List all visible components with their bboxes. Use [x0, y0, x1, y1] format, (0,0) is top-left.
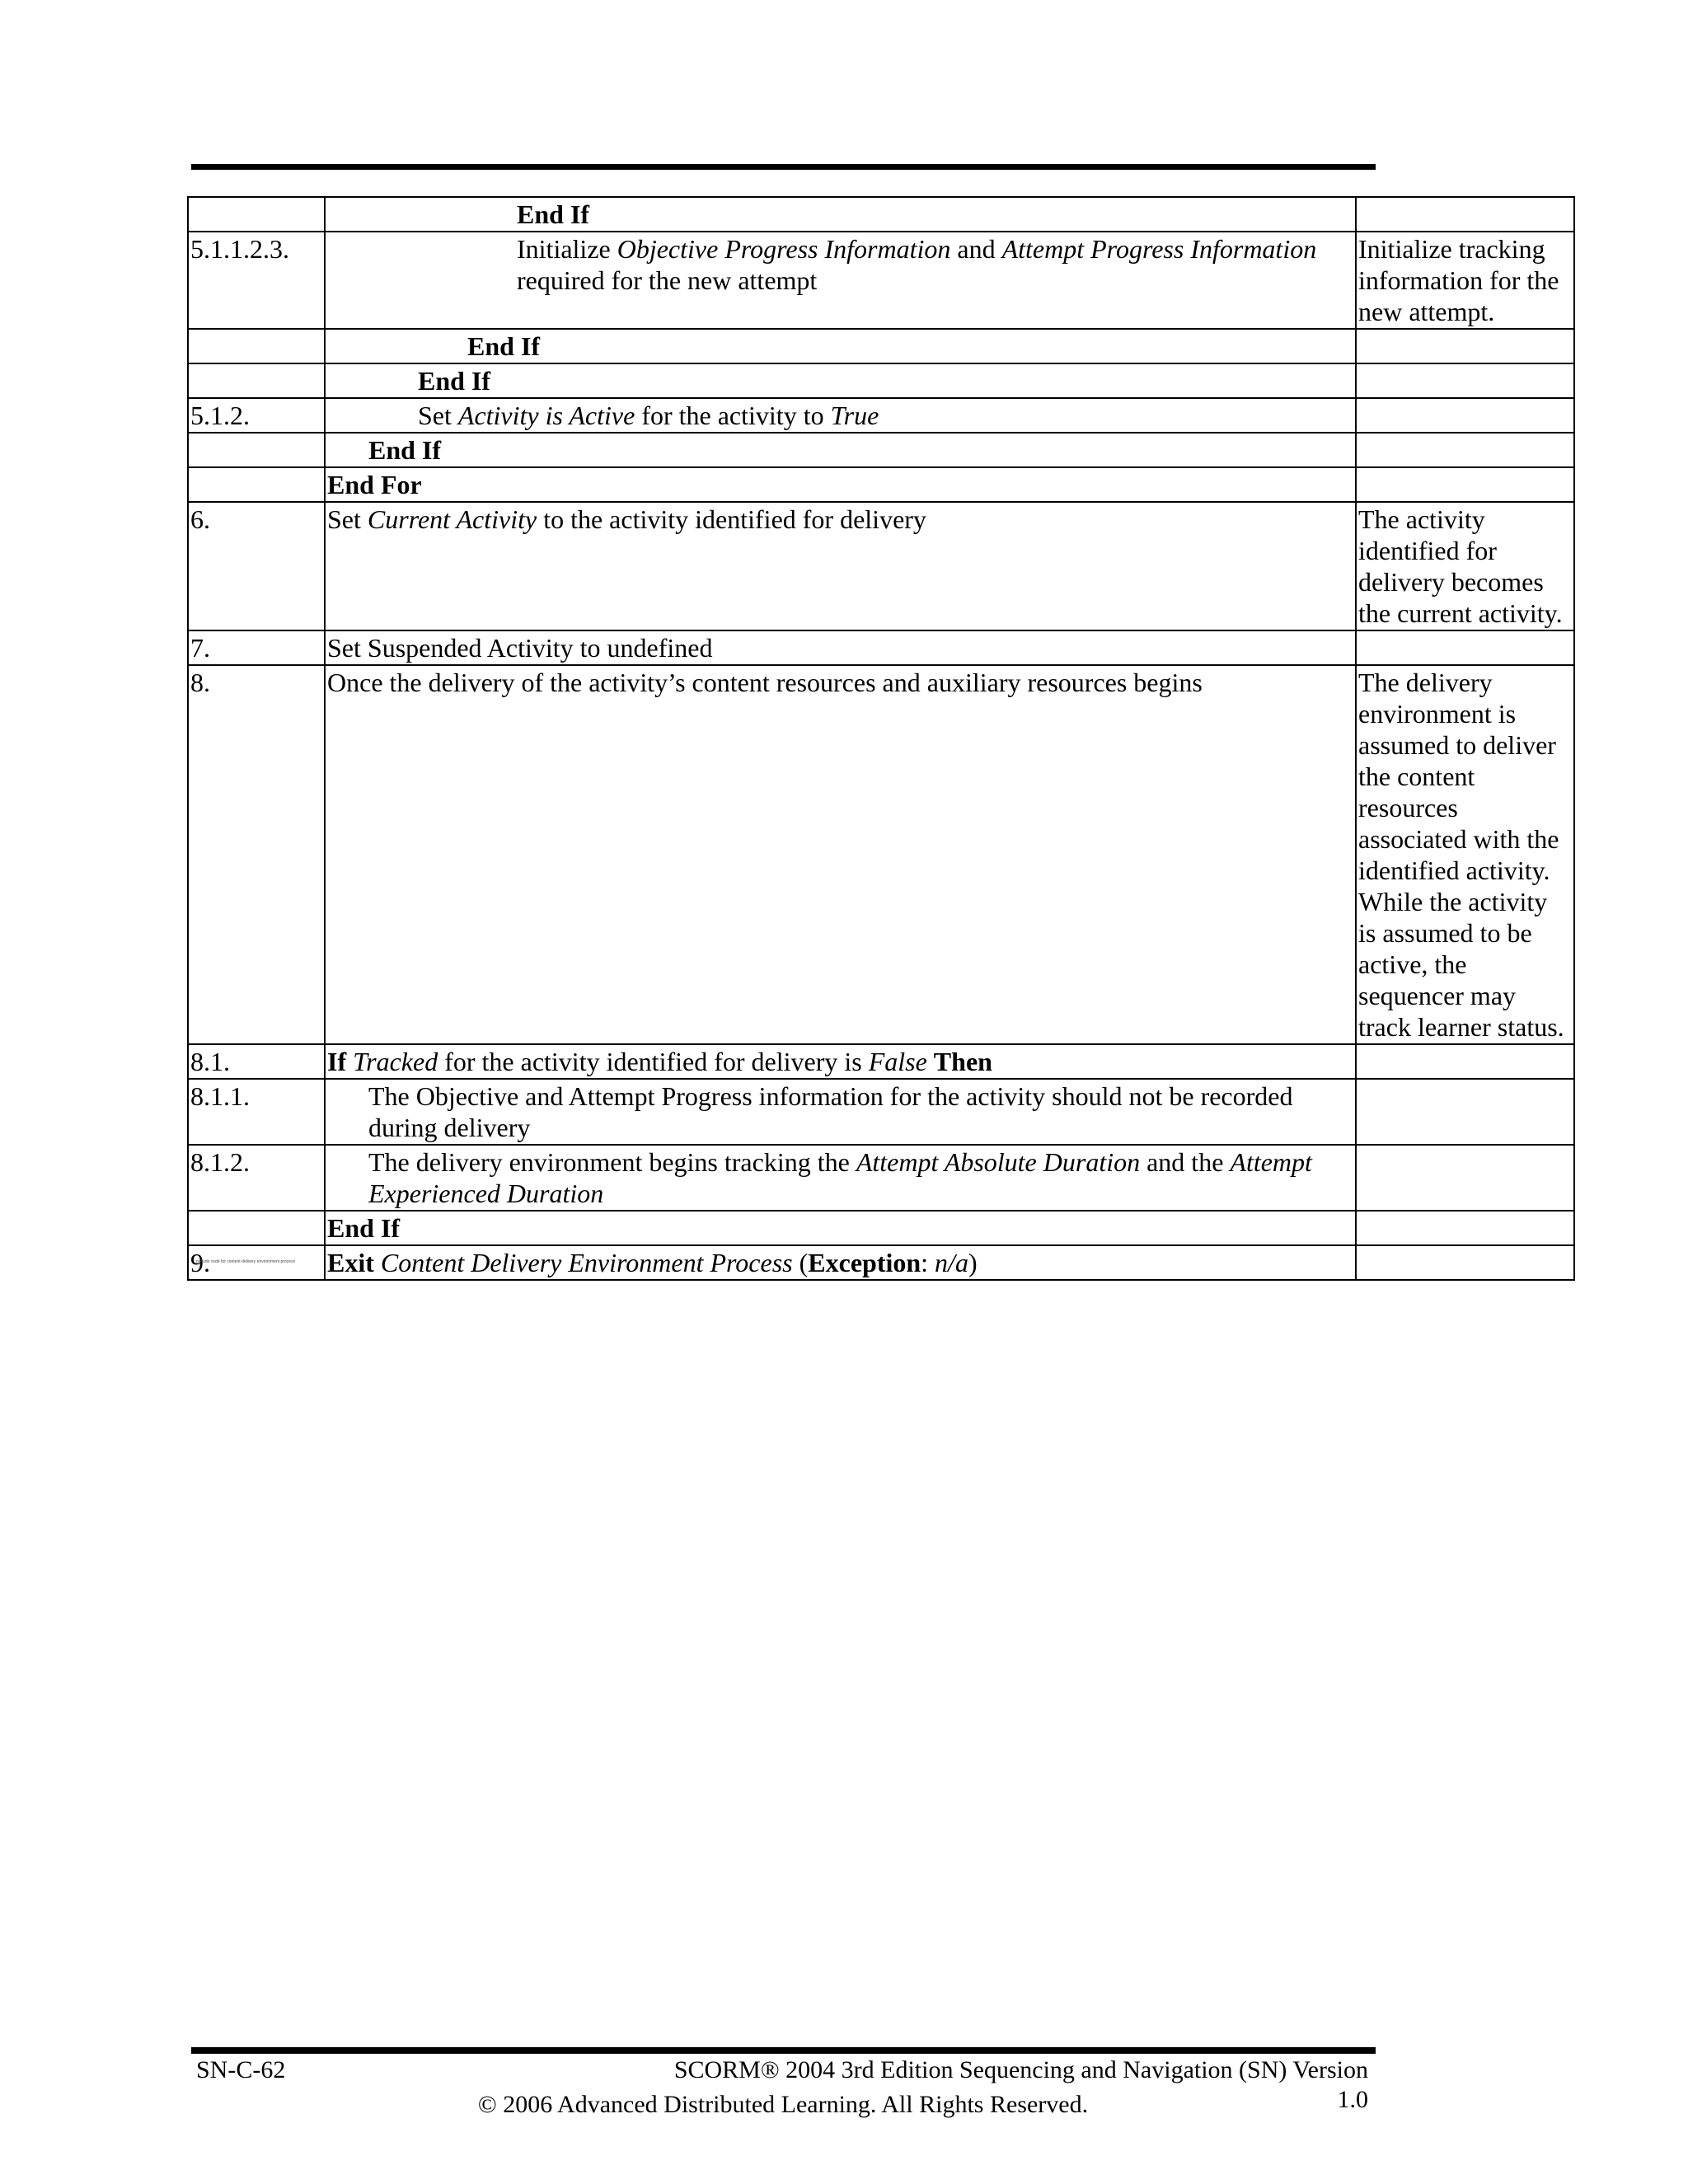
table-caption: pseudo code for content delivery environment process — [196, 1259, 296, 1264]
step-text-segment — [346, 1047, 353, 1076]
table-row — [188, 467, 1574, 502]
step-text-segment: required for the new attempt — [517, 265, 818, 295]
step-text — [325, 502, 1356, 630]
step-number: 6. — [188, 502, 325, 630]
step-comment — [1356, 1211, 1574, 1245]
table-row — [188, 398, 1574, 433]
step-text-segment: to the activity identified for delivery — [537, 504, 926, 534]
step-text — [325, 363, 1356, 398]
table-row — [188, 502, 1574, 630]
step-comment — [1356, 467, 1574, 502]
step-number: 5.1.1.2.3. — [188, 232, 325, 329]
step-text-segment: Exit — [327, 1248, 374, 1277]
step-text — [325, 1245, 1356, 1280]
step-number: 8.1.1. — [188, 1079, 325, 1145]
table-row — [188, 630, 1574, 665]
step-comment — [1356, 398, 1574, 433]
table-row — [188, 1079, 1574, 1145]
step-text-segment — [374, 1248, 381, 1277]
table-row — [188, 197, 1574, 232]
step-comment — [1356, 363, 1574, 398]
step-comment: Initialize tracking information for the new attempt. — [1356, 232, 1574, 329]
table-row — [188, 1044, 1574, 1079]
step-text-segment: and the — [1140, 1147, 1231, 1177]
step-text — [325, 232, 1356, 329]
step-number: 9. — [188, 1245, 325, 1280]
table-row — [188, 363, 1574, 398]
step-text-segment: for the activity identified for delivery is — [438, 1047, 869, 1076]
step-text — [325, 1044, 1356, 1079]
step-text-segment: Initialize — [517, 234, 617, 264]
step-text-segment: Tracked — [353, 1047, 438, 1076]
step-text-segment: End For — [327, 470, 422, 499]
step-text — [325, 1211, 1356, 1245]
step-text-segment: for the activity to — [635, 401, 831, 430]
table-row — [188, 1245, 1574, 1280]
table-row — [188, 1145, 1574, 1211]
step-comment — [1356, 1044, 1574, 1079]
step-text-segment: Then — [933, 1047, 992, 1076]
step-number — [188, 329, 325, 363]
step-text-segment: Attempt Absolute Duration — [856, 1147, 1141, 1177]
step-comment: The delivery environment is assumed to deliver the content resources associated with the identified activity. While the activity is assumed to be active, the sequencer may track learner status. — [1356, 665, 1574, 1044]
step-text-segment: End If — [517, 199, 590, 229]
step-number: 8.1.2. — [188, 1145, 325, 1211]
step-text-segment: Exception — [808, 1248, 921, 1277]
step-text-segment: False — [868, 1047, 927, 1076]
step-text-segment: The Objective and Attempt Progress information for the activity should not be recorded during delivery — [368, 1081, 1293, 1142]
step-text-segment: Set — [418, 401, 458, 430]
step-text-segment: Set — [327, 504, 368, 534]
step-number: 8.1. — [188, 1044, 325, 1079]
step-comment — [1356, 630, 1574, 665]
table-row — [188, 232, 1574, 329]
step-text-segment: The delivery environment begins tracking the — [368, 1147, 856, 1177]
step-text-segment: Current Activity — [367, 504, 537, 534]
step-number: 8. — [188, 665, 325, 1044]
step-text-segment: Attempt Progress Information — [1001, 234, 1317, 264]
step-number — [188, 197, 325, 232]
step-text-segment: and — [950, 234, 1002, 264]
table-row — [188, 433, 1574, 467]
step-text-segment: End If — [418, 366, 491, 396]
step-number: 7. — [188, 630, 325, 665]
step-number: 5.1.2. — [188, 398, 325, 433]
table-row — [188, 665, 1574, 1044]
step-text — [325, 433, 1356, 467]
step-text — [325, 467, 1356, 502]
step-text-segment: Set Suspended Activity to undefined — [327, 633, 713, 663]
step-text-segment: End If — [327, 1213, 401, 1243]
step-text-segment: Attempt Experienced Duration — [368, 1147, 1312, 1208]
step-comment — [1356, 1245, 1574, 1280]
footer-rule — [191, 2047, 1376, 2054]
page-number: SN-C-62 — [196, 2056, 286, 2083]
step-text-segment: If — [327, 1047, 347, 1076]
document-title: SCORM® 2004 3rd Edition Sequencing and Navigation (SN) Version 1.0 — [673, 2056, 1368, 2113]
step-number — [188, 433, 325, 467]
step-number — [188, 363, 325, 398]
step-comment — [1356, 197, 1574, 232]
step-text-segment: : — [921, 1248, 935, 1277]
step-number — [188, 467, 325, 502]
step-text — [325, 329, 1356, 363]
table-row — [188, 1211, 1574, 1245]
step-number — [188, 1211, 325, 1245]
step-text — [325, 630, 1356, 665]
step-text-segment: Activity is Active — [457, 401, 635, 430]
step-text-segment: n/a — [935, 1248, 968, 1277]
header-rule — [191, 164, 1376, 170]
pseudocode-table-body — [188, 197, 1574, 1280]
step-text-segment — [927, 1047, 934, 1076]
copyright-notice: © 2006 Advanced Distributed Learning. All Rights Reserved. — [477, 2091, 1089, 2118]
pseudocode-table — [187, 196, 1575, 1281]
step-text-segment: End If — [467, 331, 541, 361]
step-text-segment: ) — [968, 1248, 978, 1277]
step-comment — [1356, 1079, 1574, 1145]
step-text — [325, 197, 1356, 232]
step-text-segment: ( — [792, 1248, 809, 1277]
step-text-segment: Once the delivery of the activity’s content resources and auxiliary resources begins — [327, 668, 1203, 697]
step-text-segment: Content Delivery Environment Process — [380, 1248, 793, 1277]
step-text — [325, 665, 1356, 1044]
step-text-segment: Objective Progress Information — [617, 234, 951, 264]
step-comment: The activity identified for delivery becomes the current activity. — [1356, 502, 1574, 630]
step-comment — [1356, 433, 1574, 467]
step-text-segment: True — [830, 401, 879, 430]
step-text-segment: End If — [368, 435, 442, 465]
step-comment — [1356, 329, 1574, 363]
step-comment — [1356, 1145, 1574, 1211]
step-text — [325, 1079, 1356, 1145]
step-text — [325, 1145, 1356, 1211]
step-text — [325, 398, 1356, 433]
table-row — [188, 329, 1574, 363]
